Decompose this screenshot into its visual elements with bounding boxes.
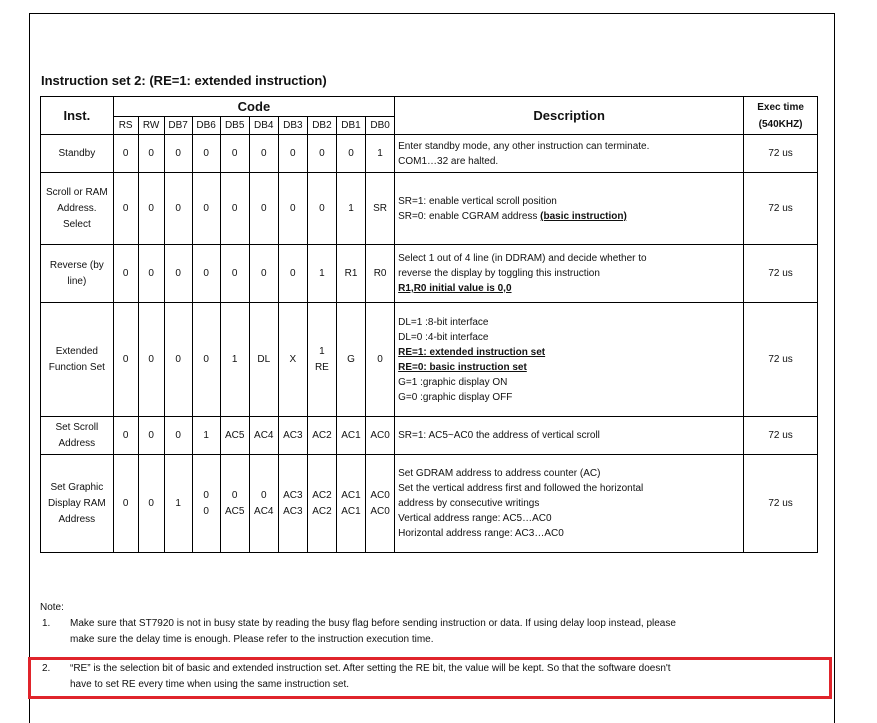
description-cell: Enter standby mode, any other instruction can terminate. COM1…32 are halted.: [395, 135, 744, 173]
code-cell: 0: [307, 173, 336, 245]
code-cell: AC2: [307, 417, 336, 455]
code-cell: 1: [192, 417, 220, 455]
code-cell: 0: [113, 303, 138, 417]
bit-header: DB6: [192, 117, 220, 135]
code-cell: DL: [249, 303, 278, 417]
exec-time: 72 us: [744, 417, 818, 455]
code-cell: G: [336, 303, 365, 417]
code-cell: AC1: [336, 417, 365, 455]
code-cell: R0: [366, 245, 395, 303]
note-text: “RE” is the selection bit of basic and extended instruction set. After setting the RE bit, the value will be kept. So that the software doesn't: [70, 663, 671, 674]
code-cell: AC3: [278, 417, 307, 455]
code-cell: AC0 AC0: [366, 455, 395, 553]
note-number: 1.: [42, 618, 51, 629]
section-heading: Instruction set 2: (RE=1: extended instruction): [41, 73, 327, 88]
inst-name: Extended Function Set: [41, 303, 114, 417]
code-cell: R1: [336, 245, 365, 303]
code-cell: 0: [138, 173, 164, 245]
bit-header: DB7: [164, 117, 192, 135]
code-cell: 1: [220, 303, 249, 417]
note-item: [40, 616, 820, 648]
code-cell: 1: [366, 135, 395, 173]
code-cell: 0: [249, 135, 278, 173]
description-cell: Set GDRAM address to address counter (AC) Set the vertical address first and followed the horizontal address by consecutive writings Vertical address range: AC5…AC0 Horizontal address range: AC3…AC0: [395, 455, 744, 553]
note-text: Make sure that ST7920 is not in busy state by reading the busy flag before sending instruction or data. If using delay loop instead, please: [70, 618, 676, 629]
code-cell: 0: [113, 135, 138, 173]
bit-header: DB5: [220, 117, 249, 135]
code-cell: 0 AC4: [249, 455, 278, 553]
header-inst: Inst.: [41, 97, 114, 135]
inst-name: Scroll or RAM Address. Select: [41, 173, 114, 245]
code-cell: 0: [192, 303, 220, 417]
code-cell: 0: [278, 173, 307, 245]
bit-header: DB3: [278, 117, 307, 135]
bit-header: RW: [138, 117, 164, 135]
code-cell: 0: [278, 135, 307, 173]
code-cell: 0: [249, 245, 278, 303]
bit-header: DB4: [249, 117, 278, 135]
header-exec-time: Exec time (540KHZ): [744, 97, 818, 135]
table-row: [41, 173, 818, 245]
code-cell: AC0: [366, 417, 395, 455]
code-cell: 0: [307, 135, 336, 173]
description-cell: SR=1: AC5~AC0 the address of vertical scroll: [395, 417, 744, 455]
notes-title: Note:: [40, 602, 64, 613]
table-row: [41, 417, 818, 455]
code-cell: 0: [164, 135, 192, 173]
note-number: 2.: [42, 663, 51, 674]
bit-header: DB2: [307, 117, 336, 135]
code-cell: 0: [164, 245, 192, 303]
table-row: [41, 245, 818, 303]
code-cell: 0: [220, 135, 249, 173]
exec-time: 72 us: [744, 245, 818, 303]
code-cell: 0: [138, 135, 164, 173]
code-cell: 0: [164, 303, 192, 417]
note-text: have to set RE every time when using the same instruction set.: [70, 679, 350, 690]
code-cell: 0: [164, 173, 192, 245]
bit-header: RS: [113, 117, 138, 135]
note-text: make sure the delay time is enough. Please refer to the instruction execution time.: [70, 634, 434, 645]
description-cell: Select 1 out of 4 line (in DDRAM) and decide whether to reverse the display by toggling this instruction R1,R0 initial value is 0,0: [395, 245, 744, 303]
highlight-box: [28, 657, 832, 699]
description-cell: DL=1 :8-bit interface DL=0 :4-bit interface RE=1: extended instruction set RE=0: basic instruction set G=1 :graphic display ON G=0 :graphic display OFF: [395, 303, 744, 417]
code-cell: 0: [138, 455, 164, 553]
code-cell: 0: [192, 135, 220, 173]
header-description: Description: [395, 97, 744, 135]
exec-time: 72 us: [744, 135, 818, 173]
code-cell: 0: [138, 303, 164, 417]
code-cell: 0: [366, 303, 395, 417]
table-row: [41, 303, 818, 417]
code-cell: 0: [138, 417, 164, 455]
code-cell: 0: [138, 245, 164, 303]
code-cell: AC3 AC3: [278, 455, 307, 553]
code-cell: AC1 AC1: [336, 455, 365, 553]
exec-time: 72 us: [744, 173, 818, 245]
code-cell: 0: [192, 245, 220, 303]
header-code: Code: [113, 97, 394, 117]
code-cell: 0: [220, 173, 249, 245]
code-cell: 1 RE: [307, 303, 336, 417]
inst-name: Set Graphic Display RAM Address: [41, 455, 114, 553]
inst-name: Set Scroll Address: [41, 417, 114, 455]
code-cell: 0: [220, 245, 249, 303]
inst-name: Standby: [41, 135, 114, 173]
inst-name: Reverse (by line): [41, 245, 114, 303]
code-cell: 0: [336, 135, 365, 173]
code-cell: 0: [192, 173, 220, 245]
instruction-table: [40, 96, 818, 553]
code-cell: 0: [113, 245, 138, 303]
exec-time: 72 us: [744, 303, 818, 417]
code-cell: 0: [278, 245, 307, 303]
code-cell: AC4: [249, 417, 278, 455]
table-row: [41, 455, 818, 553]
code-cell: AC5: [220, 417, 249, 455]
code-cell: 0 0: [192, 455, 220, 553]
description-cell: SR=1: enable vertical scroll position SR=0: enable CGRAM address (basic instruction): [395, 173, 744, 245]
code-cell: SR: [366, 173, 395, 245]
bit-header: DB0: [366, 117, 395, 135]
code-cell: X: [278, 303, 307, 417]
code-cell: 0: [164, 417, 192, 455]
table-row: [41, 135, 818, 173]
code-cell: 0: [249, 173, 278, 245]
exec-time: 72 us: [744, 455, 818, 553]
notes-section: [40, 600, 820, 648]
bit-header: DB1: [336, 117, 365, 135]
code-cell: 0 AC5: [220, 455, 249, 553]
code-cell: 1: [164, 455, 192, 553]
code-cell: 1: [307, 245, 336, 303]
code-cell: 0: [113, 455, 138, 553]
code-cell: 1: [336, 173, 365, 245]
code-cell: 0: [113, 173, 138, 245]
code-cell: AC2 AC2: [307, 455, 336, 553]
code-cell: 0: [113, 417, 138, 455]
